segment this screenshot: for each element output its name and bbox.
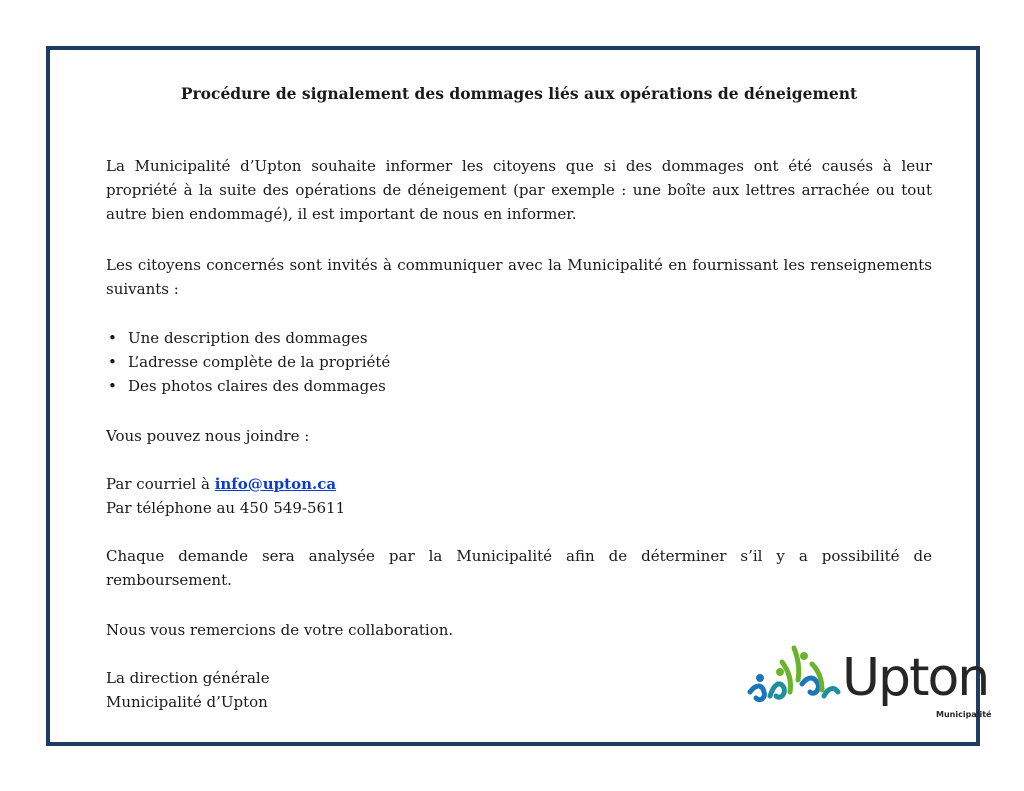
document-frame <box>46 46 992 746</box>
phone-line: Par téléphone au 450 549-5611 <box>106 499 346 517</box>
thanks-paragraph: Nous vous remercions de votre collaboration. <box>106 621 454 639</box>
logo-subtitle: Municipalité <box>936 710 992 719</box>
email-prefix: Par courriel à <box>106 475 215 493</box>
required-info-list <box>106 326 932 398</box>
invite-paragraph: Les citoyens concernés sont invités à communiquer avec la Municipalité en fournissant les renseignements suivants : <box>106 256 932 298</box>
list-item <box>106 350 932 374</box>
document-content <box>106 50 992 742</box>
bullet-icon: • <box>108 353 117 371</box>
list-item-text: L’adresse complète de la propriété <box>128 353 391 371</box>
list-item <box>106 326 932 350</box>
signature-line-2: Municipalité d’Upton <box>106 693 268 711</box>
list-item-text: Une description des dommages <box>128 329 368 347</box>
email-link[interactable]: info@upton.ca <box>214 475 337 493</box>
upton-logo <box>746 640 996 730</box>
bullet-icon: • <box>108 377 117 395</box>
email-line <box>106 472 932 496</box>
analysis-paragraph: Chaque demande sera analysée par la Municipalité afin de déterminer s’il y a possibilité de remboursement. <box>106 547 932 589</box>
logo-figures-icon <box>746 640 846 720</box>
contact-block <box>106 472 932 520</box>
list-item <box>106 374 932 398</box>
reach-paragraph: Vous pouvez nous joindre : <box>106 427 310 445</box>
intro-paragraph: La Municipalité d’Upton souhaite informer les citoyens que si des dommages ont été causés à leur propriété à la suite des opérations de déneigement (par exemple : une boîte aux lettres arrachée ou tout autre bien endommagé), il est important de nous en informer. <box>106 157 932 223</box>
bullet-icon: • <box>108 329 117 347</box>
list-item-text: Des photos claires des dommages <box>128 377 386 395</box>
signature-line-1: La direction générale <box>106 669 270 687</box>
page-title: Procédure de signalement des dommages liés aux opérations de déneigement <box>180 84 858 103</box>
logo-wordmark: Upton <box>842 648 989 708</box>
